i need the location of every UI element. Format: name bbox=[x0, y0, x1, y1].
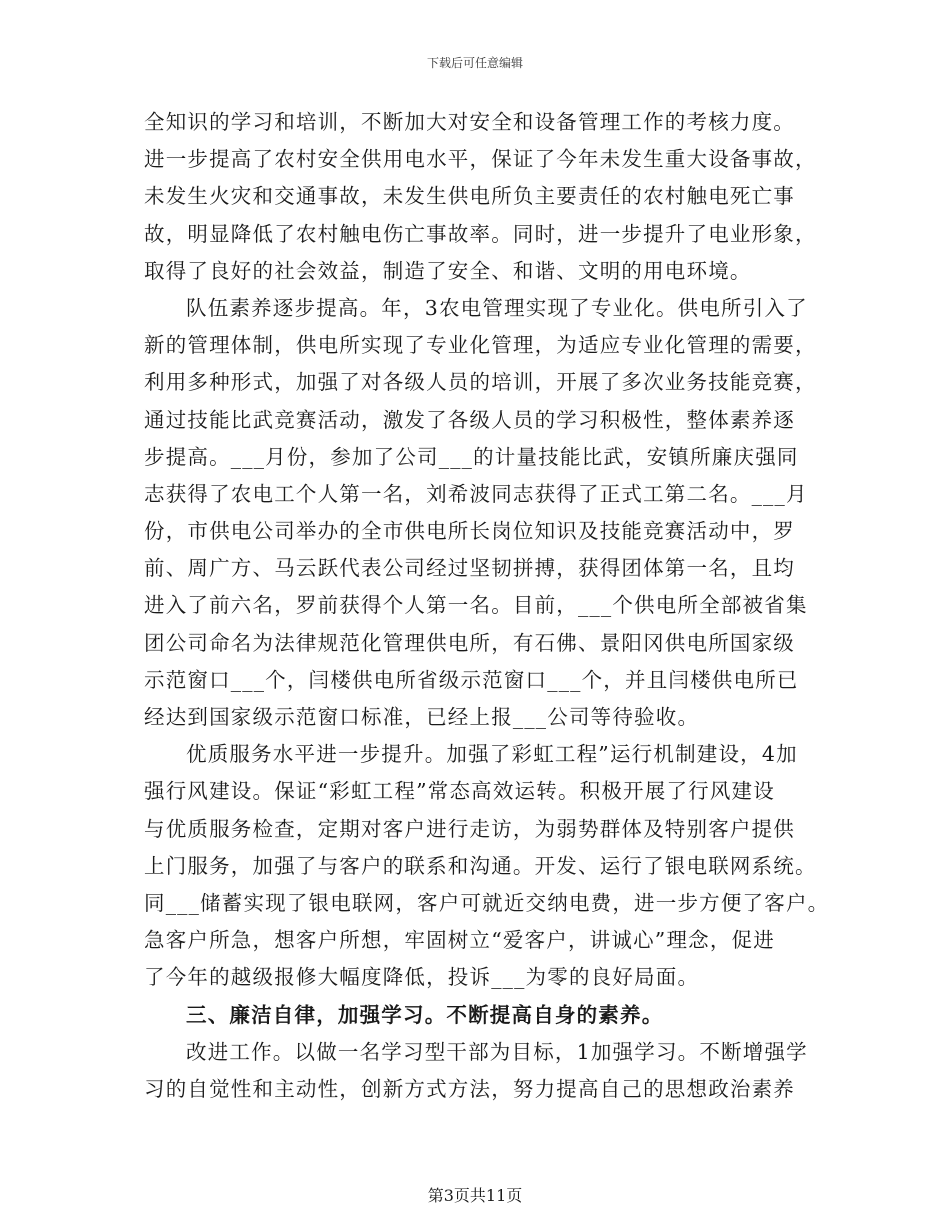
text-line: 进一步提高了农村安全供用电水平，保证了今年未发生重大设备事故， bbox=[144, 147, 817, 172]
text-line: 习的自觉性和主动性，创新方式方法，努力提高自己的思想政治素养 bbox=[144, 1076, 795, 1101]
paragraph-start-line: 改进工作。以做一名学习型干部为目标，1加强学习。不断增强学 bbox=[186, 1039, 808, 1064]
text-line: 上门服务，加强了与客户的联系和沟通。开发、运行了银电联网系统。 bbox=[144, 853, 817, 878]
paragraph-start-line: 优质服务水平进一步提升。加强了彩虹工程”运行机制建设，4加 bbox=[186, 742, 798, 767]
text-line: 强行风建设。保证“彩虹工程”常态高效运转。积极开展了行风建设 bbox=[144, 779, 775, 804]
section-heading: 三、廉洁自律，加强学习。不断提高自身的素养。 bbox=[186, 1002, 664, 1027]
text-line: 了今年的越级报修大幅度降低，投诉___为零的良好局面。 bbox=[144, 965, 700, 990]
body-text bbox=[144, 104, 830, 1108]
text-line: 通过技能比武竞赛活动，激发了各级人员的学习积极性，整体素养逐 bbox=[144, 407, 795, 432]
text-line: 全知识的学习和培训，不断加大对安全和设备管理工作的考核力度。 bbox=[144, 110, 795, 134]
text-line: 进入了前六名，罗前获得个人第一名。目前，___个供电所全部被省集 bbox=[144, 593, 808, 618]
text-line: 团公司命名为法律规范化管理供电所，有石佛、景阳冈供电所国家级 bbox=[144, 630, 795, 655]
text-line: 故，明显降低了农村触电伤亡事故率。同时，进一步提升了电业形象， bbox=[144, 221, 817, 246]
text-line: 与优质服务检查，定期对客户进行走访，为弱势群体及特别客户提供 bbox=[144, 816, 795, 841]
text-line: 利用多种形式，加强了对各级人员的培训，开展了多次业务技能竞赛， bbox=[144, 370, 817, 395]
text-line: 步提高。___月份，参加了公司___的计量技能比武，安镇所廉庆强同 bbox=[144, 444, 799, 469]
text-line: 前、周广方、马云跃代表公司经过坚韧拼搏，获得团体第一名，且均 bbox=[144, 556, 795, 581]
text-line: 同___储蓄实现了银电联网，客户可就近交纳电费，进一步方便了客户。 bbox=[144, 890, 830, 915]
paragraph-start-line: 队伍素养逐步提高。年，3农电管理实现了专业化。供电所引入了 bbox=[186, 295, 808, 320]
text-line: 取得了良好的社会效益，制造了安全、和谐、文明的用电环境。 bbox=[144, 258, 752, 283]
text-line: 未发生火灾和交通事故，未发生供电所负主要责任的农村触电死亡事 bbox=[144, 184, 795, 209]
text-line: 示范窗口___个，闫楼供电所省级示范窗口___个，并且闫楼供电所已 bbox=[144, 667, 799, 692]
text-line: 经达到国家级示范窗口标准，已经上报___公司等待验收。 bbox=[144, 705, 700, 729]
text-line: 志获得了农电工个人第一名，刘希波同志获得了正式工第二名。___月 bbox=[144, 481, 808, 506]
text-line: 份，市供电公司举办的全市供电所长岗位知识及技能竞赛活动中，罗 bbox=[144, 519, 795, 544]
text-line: 新的管理体制，供电所实现了专业化管理，为适应专业化管理的需要， bbox=[144, 333, 817, 358]
page-number-footer: 第3页共11页 bbox=[427, 1186, 523, 1205]
page-header-note: 下载后可任意编辑 bbox=[426, 56, 523, 70]
text-line: 急客户所急，想客户所想，牢固树立“爱客户，讲诚心”理念，促进 bbox=[144, 928, 775, 953]
